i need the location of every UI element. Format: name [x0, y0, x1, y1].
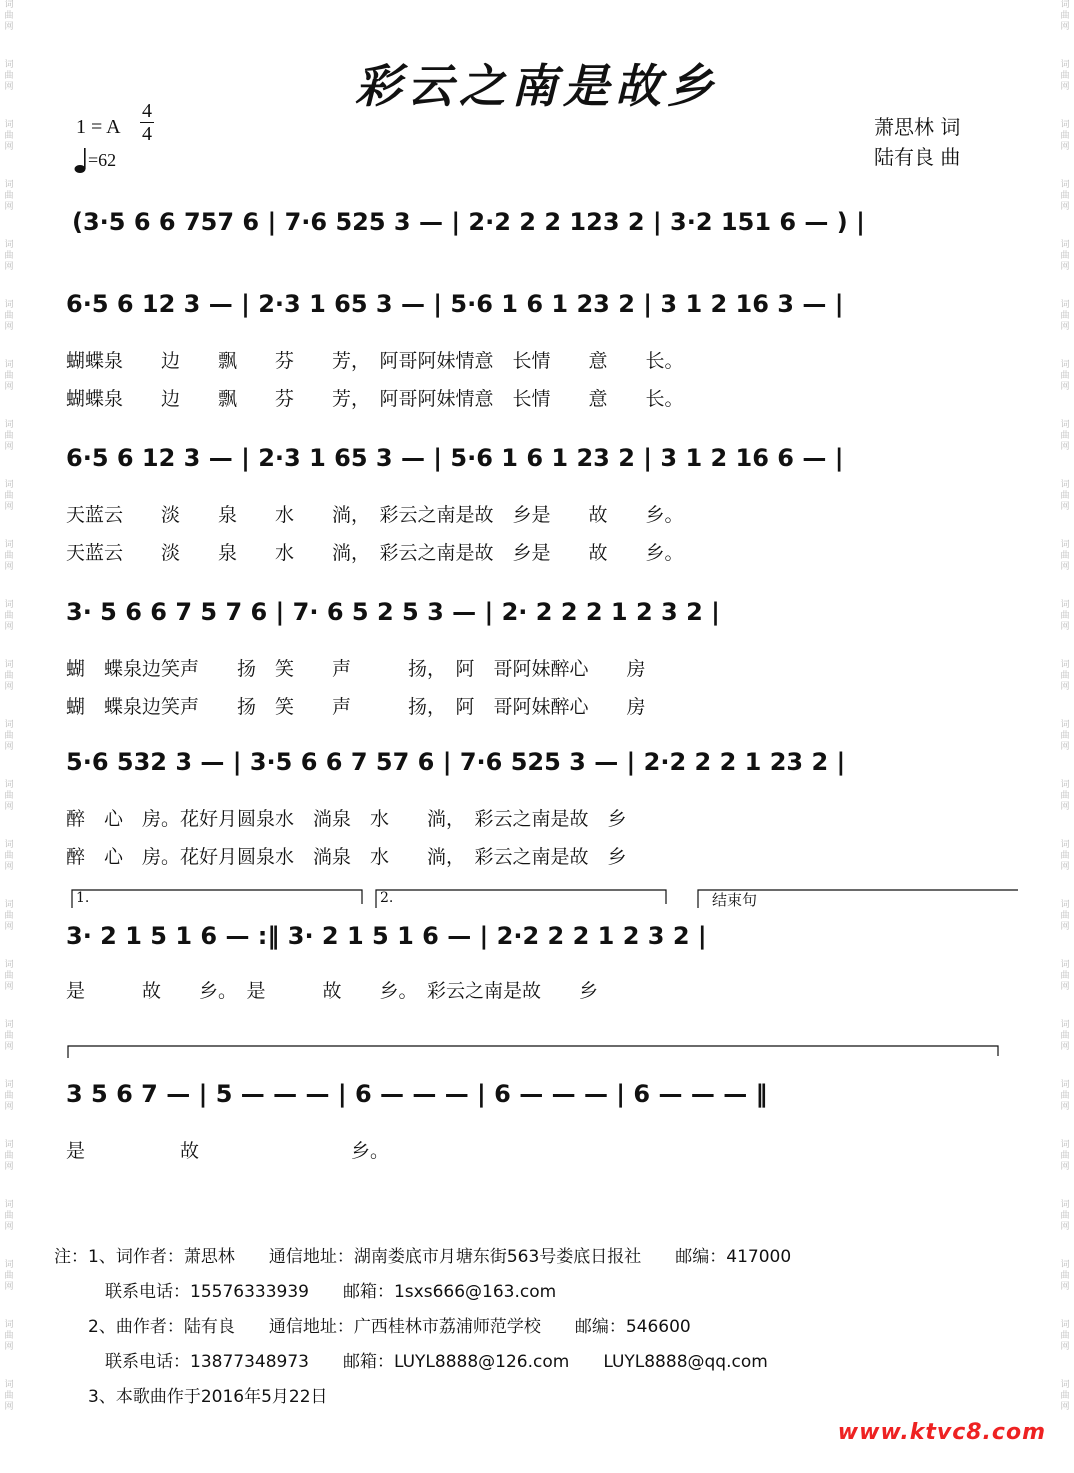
chorus2-lyric-line-2: 醉 心 房。花好月圆泉水 淌泉 水 淌， 彩云之南是故 乡 — [66, 846, 627, 868]
side-mark-text: 词 曲 网 — [1060, 300, 1070, 332]
side-mark-text: 词 曲 网 — [4, 720, 14, 752]
side-mark-text: 词 曲 网 — [1060, 1140, 1070, 1172]
side-mark-text: 词 曲 网 — [1060, 780, 1070, 812]
footer-line-4: 联系电话：13877348973 邮箱：LUYL8888@126.com LUYL8888@qq.com — [54, 1352, 768, 1372]
coda-slur-line — [66, 1040, 1006, 1060]
side-mark-text: 词 曲 网 — [1060, 600, 1070, 632]
side-mark-text: 词 曲 网 — [1060, 360, 1070, 392]
side-mark-text: 词 曲 网 — [4, 60, 14, 92]
chorus1-lyric-line-2: 蝴 蝶泉边笑声 扬 笑 声 扬， 阿 哥阿妹醉心 房 — [66, 696, 646, 718]
composer-credit: 陆有良 曲 — [874, 145, 961, 169]
side-mark-text: 词 曲 网 — [1060, 120, 1070, 152]
key-signature — [76, 116, 121, 139]
side-mark-text: 词 曲 网 — [4, 780, 14, 812]
side-mark-text: 词 曲 网 — [4, 0, 14, 32]
side-mark-text: 词 曲 网 — [1060, 420, 1070, 452]
verse1-notes: 6·5 6 12 3 — | 2·3 1 65 3 — | 5·6 1 6 1 23 2 | 3 1 2 16 3 — | — [66, 290, 844, 318]
side-mark-text: 词 曲 网 — [1060, 660, 1070, 692]
chorus2-notes: 5·6 532 3 — | 3·5 6 6 7 57 6 | 7·6 525 3 — | 2·2 2 2 1 23 2 | — [66, 748, 846, 776]
side-mark-text: 词 曲 网 — [4, 120, 14, 152]
side-mark-text: 词 曲 网 — [1060, 60, 1070, 92]
ending-label: 结束句 — [712, 891, 758, 909]
side-mark-text: 词 曲 网 — [1060, 960, 1070, 992]
score-row-intro — [72, 210, 865, 234]
time-top: 4 — [142, 100, 152, 122]
intro-notes: (3·5 6 6 757 6 | 7·6 525 3 — | 2·2 2 2 123 2 | 3·2 151 6 — ) | — [72, 208, 865, 236]
side-mark-text: 词 曲 网 — [1060, 840, 1070, 872]
side-mark-text: 词 曲 网 — [4, 300, 14, 332]
chorus1-notes: 3· 5 6 6 7 5 7 6 | 7· 6 5 2 5 3 — | 2· 2 2 2 1 2 3 2 | — [66, 598, 720, 626]
side-mark-text: 词 曲 网 — [1060, 900, 1070, 932]
side-mark-text: 词 曲 网 — [1060, 1200, 1070, 1232]
verse2-notes: 6·5 6 12 3 — | 2·3 1 65 3 — | 5·6 1 6 1 23 2 | 3 1 2 16 6 — | — [66, 444, 844, 472]
credits — [874, 112, 960, 172]
side-mark-text: 词 曲 网 — [1060, 1080, 1070, 1112]
verse1-lyric-line-1: 蝴蝶泉 边 飘 芬 芳， 阿哥阿妹情意 长情 意 长。 — [66, 350, 684, 372]
site-watermark: www.ktvc8.com — [837, 1420, 1046, 1445]
tempo-value: =62 — [88, 150, 117, 170]
verse2-lyric-line-2: 天蓝云 淡 泉 水 淌， 彩云之南是故 乡是 故 乡。 — [66, 542, 684, 564]
volta-brackets — [66, 886, 1026, 910]
side-mark-text: 词 曲 网 — [4, 840, 14, 872]
side-mark-text: 词 曲 网 — [4, 480, 14, 512]
footer-line-5: 3、本歌曲作于2016年5月22日 — [54, 1387, 328, 1407]
lyricist-credit: 萧思林 词 — [874, 115, 961, 139]
volta-2-label: 2. — [380, 890, 394, 906]
time-signature — [140, 100, 154, 145]
side-mark-text: 词 曲 网 — [1060, 180, 1070, 212]
side-mark-text: 词 曲 网 — [4, 1320, 14, 1352]
tonic: 1 = A — [76, 116, 121, 138]
side-mark-text: 词 曲 网 — [1060, 1380, 1070, 1412]
score-row-chorus2 — [66, 750, 845, 774]
chorus1-lyric-line-1: 蝴 蝶泉边笑声 扬 笑 声 扬， 阿 哥阿妹醉心 房 — [66, 658, 646, 680]
side-mark-text: 词 曲 网 — [4, 900, 14, 932]
endings-lyric-line-1: 是 故 乡。 是 故 乡。 彩云之南是故 乡 — [66, 980, 599, 1002]
side-mark-text: 词 曲 网 — [4, 420, 14, 452]
coda-notes: 3 5 6 7 — | 5 — — — | 6 — — — | 6 — — — | 6 — — — ‖ — [66, 1080, 768, 1108]
chorus2-lyric-line-1: 醉 心 房。花好月圆泉水 淌泉 水 淌， 彩云之南是故 乡 — [66, 808, 627, 830]
right-side-watermark — [1056, 0, 1074, 1473]
side-mark-text: 词 曲 网 — [4, 1260, 14, 1292]
tempo-marking — [74, 148, 116, 172]
side-mark-text: 词 曲 网 — [4, 360, 14, 392]
score-row-coda — [66, 1082, 768, 1106]
song-title: 彩云之南是故乡 — [355, 59, 719, 113]
score-row-chorus1 — [66, 600, 720, 624]
side-mark-text: 词 曲 网 — [4, 240, 14, 272]
footer-notes — [54, 1240, 791, 1415]
side-mark-text: 词 曲 网 — [1060, 540, 1070, 572]
side-mark-text: 词 曲 网 — [4, 660, 14, 692]
time-bottom: 4 — [142, 123, 152, 145]
endings-notes: 3· 2 1 5 1 6 — :‖ 3· 2 1 5 1 6 — | 2·2 2 2 1 2 3 2 | — [66, 922, 707, 950]
side-mark-text: 词 曲 网 — [4, 960, 14, 992]
footer-line-1: 注：1、词作者：萧思林 通信地址：湖南娄底市月塘东街563号娄底日报社 邮编：417000 — [54, 1247, 792, 1267]
side-mark-text: 词 曲 网 — [1060, 0, 1070, 32]
side-mark-text: 词 曲 网 — [1060, 1020, 1070, 1052]
footer-line-2: 联系电话：15576333939 邮箱：1sxs666@163.com — [54, 1282, 557, 1302]
side-mark-text: 词 曲 网 — [1060, 1260, 1070, 1292]
side-mark-text: 词 曲 网 — [4, 540, 14, 572]
side-mark-text: 词 曲 网 — [4, 1200, 14, 1232]
volta-1-label: 1. — [76, 890, 90, 906]
side-mark-text: 词 曲 网 — [4, 1080, 14, 1112]
side-mark-text: 词 曲 网 — [1060, 480, 1070, 512]
footer-line-3: 2、曲作者：陆有良 通信地址：广西桂林市荔浦师范学校 邮编：546600 — [54, 1317, 691, 1337]
side-mark-text: 词 曲 网 — [1060, 240, 1070, 272]
quarter-note-icon — [74, 148, 88, 172]
score-row-verse1 — [66, 292, 843, 316]
side-mark-text: 词 曲 网 — [4, 1020, 14, 1052]
side-mark-text: 词 曲 网 — [4, 180, 14, 212]
verse2-lyric-line-1: 天蓝云 淡 泉 水 淌， 彩云之南是故 乡是 故 乡。 — [66, 504, 684, 526]
verse1-lyric-line-2: 蝴蝶泉 边 飘 芬 芳， 阿哥阿妹情意 长情 意 长。 — [66, 388, 684, 410]
side-mark-text: 词 曲 网 — [1060, 1320, 1070, 1352]
side-mark-text: 词 曲 网 — [4, 1380, 14, 1412]
side-mark-text: 词 曲 网 — [4, 1140, 14, 1172]
side-mark-text: 词 曲 网 — [1060, 720, 1070, 752]
score-row-verse2 — [66, 446, 843, 470]
score-row-endings — [66, 924, 707, 948]
left-side-watermark — [0, 0, 18, 1473]
side-mark-text: 词 曲 网 — [4, 600, 14, 632]
coda-lyric-line-1: 是 故 乡。 — [66, 1140, 390, 1162]
